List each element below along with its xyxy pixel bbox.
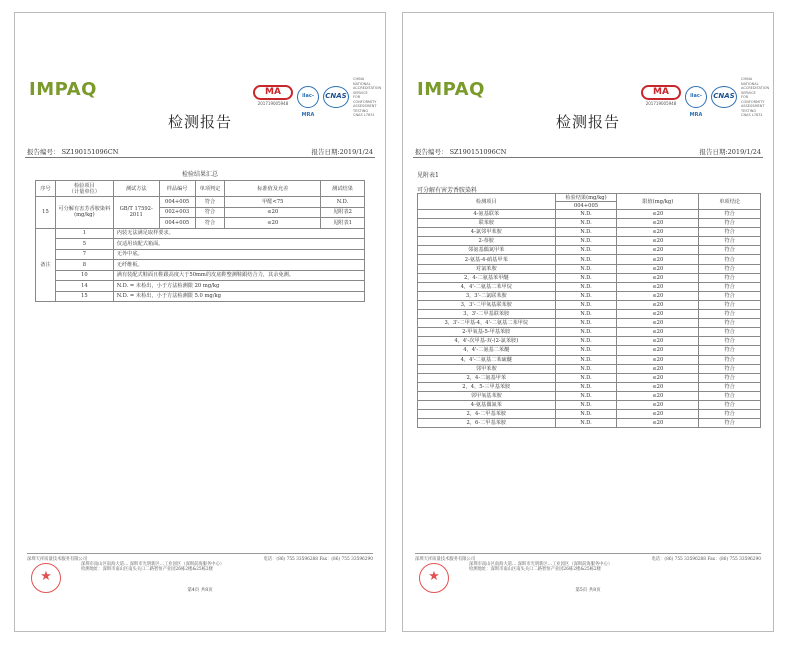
ma-number: 201719005948 <box>645 101 677 107</box>
row-result: N.D. <box>555 228 617 237</box>
row-limit: ≤20 <box>617 219 699 228</box>
note-row <box>36 281 365 292</box>
row-item: 4-氨基偶氮苯 <box>418 400 556 409</box>
cnas-logo-icon: CNAS <box>323 86 349 108</box>
table-row <box>418 400 761 409</box>
row-item: 2，4，5-三甲基苯胺 <box>418 382 556 391</box>
row-result: N.D. <box>555 291 617 300</box>
ma-mark-icon <box>253 85 293 109</box>
row-conclusion: 符合 <box>699 373 761 382</box>
report-number: 报告编号： SZ190151096CN <box>415 148 507 156</box>
row-sample: 004+005 <box>159 218 195 229</box>
header-method: 测试方法 <box>113 181 159 197</box>
row-item: 2-甲氧基-5-甲基苯胺 <box>418 328 556 337</box>
row-limit: ≤20 <box>617 255 699 264</box>
row-result: N.D. <box>555 255 617 264</box>
row-result: N.D. <box>555 410 617 419</box>
table-row <box>418 228 761 237</box>
row-limit: ≤20 <box>617 373 699 382</box>
row-judge: 符合 <box>195 218 225 229</box>
row-limit: ≤20 <box>617 310 699 319</box>
row-item: 4-氯邻甲苯胺 <box>418 228 556 237</box>
impaq-logo: IMPAQ <box>417 79 485 100</box>
row-result: N.D. <box>555 355 617 364</box>
ma-label: MA <box>253 85 293 100</box>
table-row <box>418 264 761 273</box>
row-limit: ≤20 <box>617 300 699 309</box>
row-conclusion: 符合 <box>699 210 761 219</box>
header-limit: 限值(mg/kg) <box>617 194 699 210</box>
header-seq: 序号 <box>36 181 56 197</box>
table-row <box>418 246 761 255</box>
header-item: 检验项目 （计量单位） <box>55 181 113 197</box>
table-row <box>418 391 761 400</box>
report-number: 报告编号： SZ190151096CN <box>27 148 119 156</box>
table-row <box>418 364 761 373</box>
table-row <box>418 319 761 328</box>
row-limit: ≤20 <box>617 410 699 419</box>
table-row <box>418 310 761 319</box>
footer-divider <box>27 553 373 554</box>
row-item: 4-氨基联苯 <box>418 210 556 219</box>
row-conclusion: 符合 <box>699 419 761 428</box>
note-text: 满有装配式鞋面且鞋跟高度大于50mm的皮底鞋整测鞋跟结合力，其余免测。 <box>113 270 364 281</box>
row-item: 2，4-二甲基苯胺 <box>418 410 556 419</box>
note-row <box>36 228 365 239</box>
page-number: 第4页 共8页 <box>187 588 213 593</box>
row-limit: ≤20 <box>617 355 699 364</box>
footer-address: 深圳市南山区南海大道… 深圳市光明新区…工业园区（深圳前海服务中心） <box>469 562 613 568</box>
row-item: 联苯胺 <box>418 219 556 228</box>
row-result: N.D. <box>555 210 617 219</box>
table-row <box>418 346 761 355</box>
row-result: N.D. <box>555 246 617 255</box>
row-conclusion: 符合 <box>699 255 761 264</box>
ma-label: MA <box>641 85 681 100</box>
report-meta <box>27 147 373 156</box>
header-result: 检验结果(mg/kg) <box>555 194 617 202</box>
note-no: 7 <box>55 249 113 260</box>
row-limit: ≤20 <box>617 291 699 300</box>
report-title: 检测报告 <box>555 113 620 131</box>
row-result: N.D. <box>321 197 365 208</box>
note-no: 8 <box>55 260 113 271</box>
row-result: N.D. <box>555 282 617 291</box>
row-limit: ≤20 <box>617 237 699 246</box>
row-item: 3，3'-二氯联苯胺 <box>418 291 556 300</box>
row-result: 见附表2 <box>321 207 365 218</box>
row-conclusion: 符合 <box>699 355 761 364</box>
row-conclusion: 符合 <box>699 328 761 337</box>
note-no: 1 <box>55 228 113 239</box>
row-limit: ≤20 <box>225 218 321 229</box>
row-conclusion: 符合 <box>699 346 761 355</box>
row-limit: ≤20 <box>617 400 699 409</box>
row-conclusion: 符合 <box>699 410 761 419</box>
results-body <box>418 210 761 428</box>
row-conclusion: 符合 <box>699 228 761 237</box>
note-row <box>36 239 365 250</box>
row-limit: ≤20 <box>617 228 699 237</box>
table-header-row <box>36 181 365 197</box>
company-seal-icon: ★ <box>31 563 61 593</box>
row-judge: 符合 <box>195 207 225 218</box>
row-result: N.D. <box>555 382 617 391</box>
row-limit: ≤20 <box>617 346 699 355</box>
row-result: N.D. <box>555 319 617 328</box>
row-item: 2，4-二氨基苯甲醚 <box>418 273 556 282</box>
row-item: 2-氨基-4-硝基甲苯 <box>418 255 556 264</box>
table-row <box>418 337 761 346</box>
summary-table <box>35 180 365 302</box>
header-result: 测试结果 <box>321 181 365 197</box>
page-footer <box>415 553 761 573</box>
cnas-logo-icon: CNAS <box>711 86 737 108</box>
row-item: 4，4'-二氨基二苯甲烷 <box>418 282 556 291</box>
row-method: GB/T 17592-2011 <box>113 197 159 229</box>
note-no: 10 <box>55 270 113 281</box>
row-result: N.D. <box>555 337 617 346</box>
row-item: 4，4'-次甲基-双-(2-氯苯胺) <box>418 337 556 346</box>
footer-divider <box>415 553 761 554</box>
table-row <box>418 373 761 382</box>
row-conclusion: 符合 <box>699 300 761 309</box>
row-limit: ≤20 <box>617 246 699 255</box>
row-conclusion: 符合 <box>699 291 761 300</box>
report-date: 报告日期:2019/1/24 <box>311 148 373 156</box>
notes-label: 备注 <box>36 228 56 302</box>
footer-company: 深圳天祥质量技术服务有限公司 <box>415 557 476 562</box>
ma-mark-icon <box>641 85 681 109</box>
note-text: N.D. = 未检出，小于方法检测限 5.0 mg/kg <box>113 291 364 302</box>
note-no: 14 <box>55 281 113 292</box>
row-sample: 004+005 <box>159 197 195 208</box>
table-row <box>418 419 761 428</box>
note-row <box>36 260 365 271</box>
row-item: 可分解有害芳香胺染料 (mg/kg) <box>55 197 113 229</box>
row-result: N.D. <box>555 364 617 373</box>
row-conclusion: 符合 <box>699 382 761 391</box>
row-judge: 符合 <box>195 197 225 208</box>
note-row <box>36 291 365 302</box>
row-result: N.D. <box>555 310 617 319</box>
report-meta <box>415 147 761 156</box>
row-item: 邻氨基偶氮甲苯 <box>418 246 556 255</box>
row-limit: ≤20 <box>617 337 699 346</box>
row-limit: ≤20 <box>225 207 321 218</box>
row-conclusion: 符合 <box>699 273 761 282</box>
footer-phone: 电话：(86) 755 33596288 Fax：(86) 755 33596290 <box>263 557 373 562</box>
row-item: 邻甲苯胺 <box>418 364 556 373</box>
row-limit: ≤20 <box>617 210 699 219</box>
page-footer <box>27 553 373 573</box>
report-date: 报告日期:2019/1/24 <box>699 148 761 156</box>
company-seal-icon: ★ <box>419 563 449 593</box>
header-limit: 标准值及允差 <box>225 181 321 197</box>
row-item: 2-萘胺 <box>418 237 556 246</box>
table-row <box>418 219 761 228</box>
row-item: 2，4-二氨基甲苯 <box>418 373 556 382</box>
summary-title: 检验结果汇总 <box>181 171 218 178</box>
header-divider <box>25 157 375 158</box>
report-page-left <box>14 12 386 632</box>
report-title: 检测报告 <box>167 113 232 131</box>
row-result: N.D. <box>555 419 617 428</box>
row-conclusion: 符合 <box>699 400 761 409</box>
row-item: 邻甲氧基苯胺 <box>418 391 556 400</box>
row-result: N.D. <box>555 300 617 309</box>
header-sample: 样品编号 <box>159 181 195 197</box>
cnas-description: CHINA NATIONAL ACCREDITATION SERVICE FOR CONFORMITY ASSESSMENT TESTING CNAS L7631 <box>741 77 770 117</box>
note-text: 内装无法满足取样要求。 <box>113 228 364 239</box>
table-row <box>418 355 761 364</box>
row-result: 见附表1 <box>321 218 365 229</box>
table-row <box>36 197 365 208</box>
table-row <box>418 382 761 391</box>
row-limit: ≤20 <box>617 382 699 391</box>
table-row <box>418 255 761 264</box>
row-limit: ≤20 <box>617 264 699 273</box>
row-item: 2，6-二甲基苯胺 <box>418 419 556 428</box>
row-item: 对氯苯胺 <box>418 264 556 273</box>
note-row <box>36 249 365 260</box>
header-item: 检测项目 <box>418 194 556 210</box>
row-limit: 甲醛<75 <box>225 197 321 208</box>
row-conclusion: 符合 <box>699 246 761 255</box>
note-row <box>36 270 365 281</box>
row-limit: ≤20 <box>617 328 699 337</box>
footer-company: 深圳天祥质量技术服务有限公司 <box>27 557 88 562</box>
page-number: 第5页 共8页 <box>575 588 601 593</box>
ilac-mra-icon: ilac-MRA <box>297 86 319 108</box>
footer-test-address: 检测地址：深圳市南山区南头关口二路智恒产业园26栋2楼&25栋2楼 <box>81 567 213 573</box>
header-divider <box>413 157 763 158</box>
row-limit: ≤20 <box>617 391 699 400</box>
table-row <box>418 210 761 219</box>
row-result: N.D. <box>555 237 617 246</box>
note-no: 5 <box>55 239 113 250</box>
row-item: 3，3'-二甲基-4，4'-二氨基二苯甲烷 <box>418 319 556 328</box>
row-seq: 15 <box>36 197 56 229</box>
ilac-mra-icon: ilac-MRA <box>685 86 707 108</box>
table-row <box>418 282 761 291</box>
results-table <box>417 193 761 428</box>
note-text: 无纤维板。 <box>113 260 364 271</box>
row-item: 3，3'-二甲基联苯胺 <box>418 310 556 319</box>
table-row <box>418 410 761 419</box>
table-row <box>418 237 761 246</box>
row-limit: ≤20 <box>617 273 699 282</box>
row-limit: ≤20 <box>617 364 699 373</box>
appendix-subtitle: 可分解有害芳香胺染料 <box>417 187 478 194</box>
note-text: 仅适用该配式箱面。 <box>113 239 364 250</box>
row-result: N.D. <box>555 264 617 273</box>
row-result: N.D. <box>555 400 617 409</box>
report-page-right <box>402 12 774 632</box>
impaq-logo: IMPAQ <box>29 79 97 100</box>
appendix-title: 见附表1 <box>417 172 439 179</box>
table-header-row <box>418 194 761 202</box>
row-item: 4，4'-二氨基二苯醚 <box>418 346 556 355</box>
cnas-description: CHINA NATIONAL ACCREDITATION SERVICE FOR CONFORMITY ASSESSMENT TESTING CNAS L7631 <box>353 77 382 117</box>
table-row <box>418 300 761 309</box>
table-row <box>418 291 761 300</box>
row-sample: 002+003 <box>159 207 195 218</box>
ma-number: 201719005948 <box>257 101 289 107</box>
row-result: N.D. <box>555 391 617 400</box>
footer-phone: 电话：(86) 755 33596288 Fax：(86) 755 33596290 <box>651 557 761 562</box>
note-text: N.D. = 未检出，小于方法检测限 20 mg/kg <box>113 281 364 292</box>
header-conclusion: 单项结论 <box>699 194 761 210</box>
row-conclusion: 符合 <box>699 391 761 400</box>
table-row <box>418 328 761 337</box>
row-limit: ≤20 <box>617 282 699 291</box>
row-conclusion: 符合 <box>699 237 761 246</box>
row-limit: ≤20 <box>617 319 699 328</box>
row-result: N.D. <box>555 328 617 337</box>
row-item: 3，3'-二甲氧基联苯胺 <box>418 300 556 309</box>
row-result: N.D. <box>555 373 617 382</box>
footer-test-address: 检测地址：深圳市南山区南头关口二路智恒产业园26栋2楼&25栋2楼 <box>469 567 601 573</box>
row-item: 4，4'-二氨基二苯硫醚 <box>418 355 556 364</box>
row-result: N.D. <box>555 219 617 228</box>
row-conclusion: 符合 <box>699 310 761 319</box>
row-conclusion: 符合 <box>699 364 761 373</box>
header-sample: 004+005 <box>555 202 617 210</box>
row-result: N.D. <box>555 273 617 282</box>
note-text: 无外中底。 <box>113 249 364 260</box>
row-conclusion: 符合 <box>699 319 761 328</box>
row-limit: ≤20 <box>617 419 699 428</box>
row-conclusion: 符合 <box>699 264 761 273</box>
row-conclusion: 符合 <box>699 282 761 291</box>
footer-address: 深圳市南山区南海大道… 深圳市光明新区…工业园区（深圳前海服务中心） <box>81 562 225 568</box>
table-row <box>418 273 761 282</box>
row-conclusion: 符合 <box>699 219 761 228</box>
note-no: 15 <box>55 291 113 302</box>
row-conclusion: 符合 <box>699 337 761 346</box>
row-result: N.D. <box>555 346 617 355</box>
header-judge: 单项判定 <box>195 181 225 197</box>
